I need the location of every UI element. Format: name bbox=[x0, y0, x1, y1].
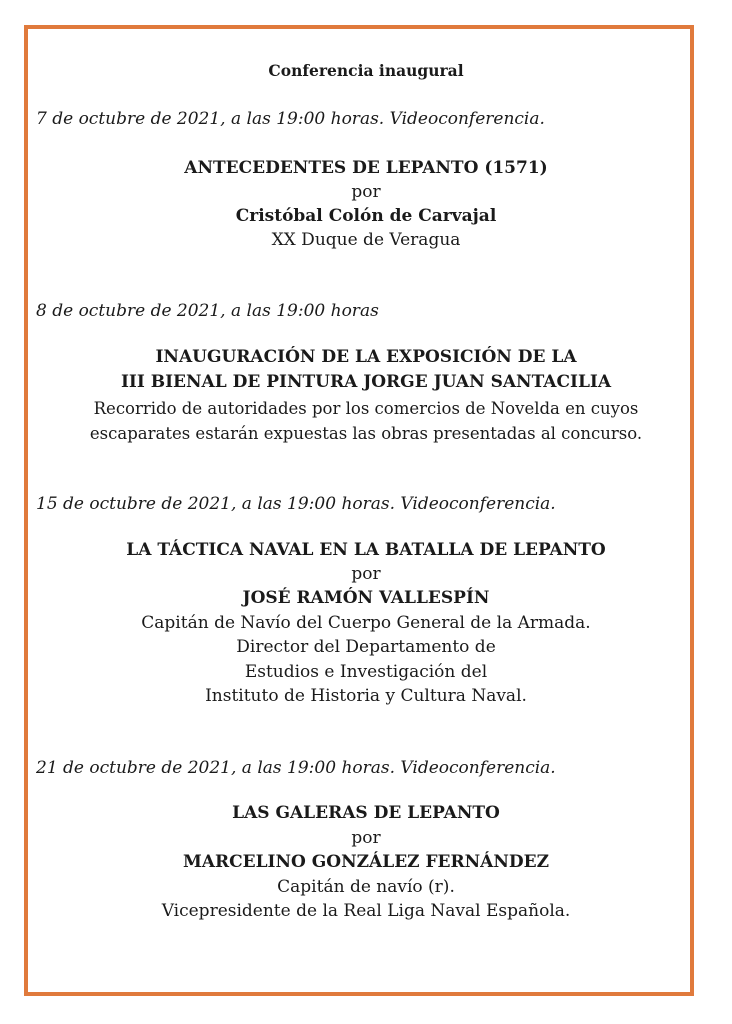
event-3-title: LA TÁCTICA NAVAL EN LA BATALLA DE LEPANTO bbox=[126, 540, 606, 560]
event-1-title: ANTECEDENTES DE LEPANTO (1571) bbox=[184, 158, 548, 178]
event-1-date: 7 de octubre de 2021, a las 19:00 horas. Videoconferencia. bbox=[36, 109, 545, 129]
event-2-title-line-1: INAUGURACIÓN DE LA EXPOSICIÓN DE LA bbox=[155, 347, 577, 367]
event-2-date: 8 de octubre de 2021, a las 19:00 horas bbox=[36, 301, 379, 321]
event-4-date: 21 de octubre de 2021, a las 19:00 horas. Videoconferencia. bbox=[36, 758, 556, 778]
event-2-description-line-1: Recorrido de autoridades por los comercios de Novelda en cuyos bbox=[93, 399, 639, 418]
event-3-role-1: Capitán de Navío del Cuerpo General de la Armada. bbox=[141, 613, 591, 633]
event-3-role-2: Director del Departamento de bbox=[236, 637, 496, 657]
event-4-by: por bbox=[351, 828, 381, 848]
event-4-title: LAS GALERAS DE LEPANTO bbox=[232, 803, 500, 823]
event-3-role-3: Estudios e Investigación del bbox=[244, 662, 488, 682]
event-1-role: XX Duque de Veragua bbox=[271, 230, 461, 250]
event-4-role-2: Vicepresidente de la Real Liga Naval Española. bbox=[161, 901, 571, 921]
event-2-title-line-2: III BIENAL DE PINTURA JORGE JUAN SANTACILIA bbox=[120, 372, 612, 392]
conference-heading: Conferencia inaugural bbox=[268, 61, 464, 80]
event-3-date: 15 de octubre de 2021, a las 19:00 horas. Videoconferencia. bbox=[36, 494, 556, 514]
event-4-speaker: MARCELINO GONZÁLEZ FERNÁNDEZ bbox=[182, 852, 550, 872]
event-1-speaker: Cristóbal Colón de Carvajal bbox=[235, 206, 497, 226]
event-3-role-4: Instituto de Historia y Cultura Naval. bbox=[205, 686, 527, 706]
event-2-description-line-2: escaparates estarán expuestas las obras presentadas al concurso. bbox=[89, 424, 643, 443]
event-3-by: por bbox=[351, 564, 381, 584]
event-4-role-1: Capitán de navío (r). bbox=[277, 877, 455, 897]
event-1-by: por bbox=[351, 182, 381, 202]
event-3-speaker: JOSÉ RAMÓN VALLESPÍN bbox=[242, 588, 490, 608]
